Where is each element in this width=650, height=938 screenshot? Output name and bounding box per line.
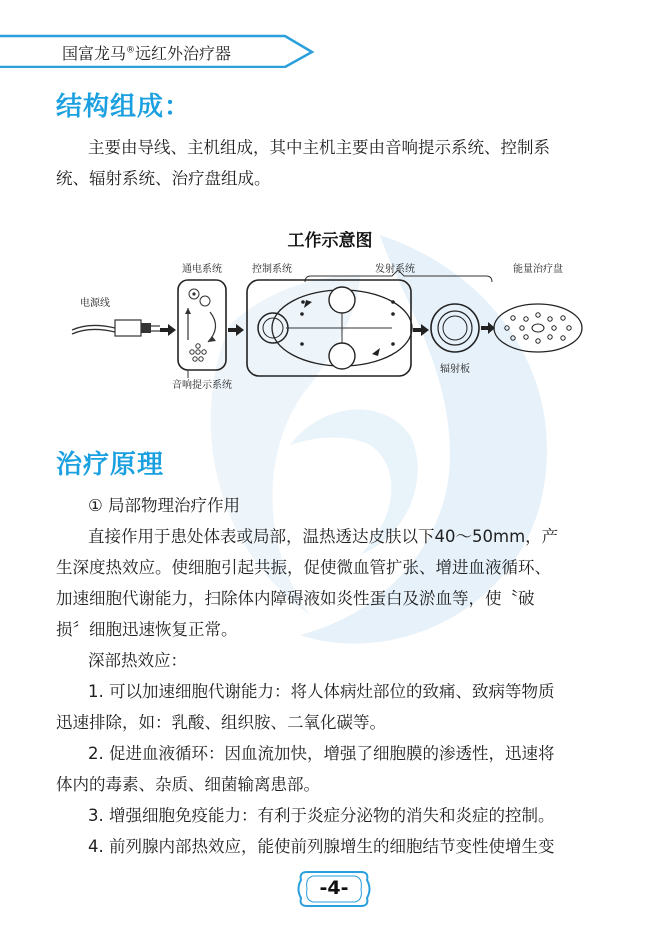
page-number: -4- [319,877,349,899]
page-number-badge [295,868,373,912]
paragraph-line: 4. 前列腺内部热效应，能使前列腺增生的细胞结节变性使增生变 [88,837,555,856]
header-title: 国富龙马®远红外治疗器 [62,44,232,63]
paragraph-line: 主要由导线、主机组成，其中主机主要由音响提示系统、控制系 [88,138,550,157]
radiation-plate [431,304,479,352]
section-heading-principle: 治疗原理 [56,450,165,480]
paragraph-line: 深部热效应： [88,651,187,670]
section-heading-structure: 结构组成： [56,92,192,122]
flow-arrow [481,322,495,334]
control-emission-box [247,280,412,376]
label-emission-system: 发射系统 [375,264,415,275]
paragraph-line: 加速细胞代谢能力，扫除体内障碍液如炎性蛋白及淤血等，使〝破 [56,589,535,608]
energy-treatment-disc [494,304,582,352]
label-control-system: 控制系统 [252,264,292,275]
subheading-local-therapy: ① 局部物理治疗作用 [88,496,241,515]
flow-arrow [228,324,244,336]
document-header [0,34,320,68]
label-power-cord: 电源线 [80,298,110,309]
label-sound-system: 音响提示系统 [172,380,232,391]
label-power-system: 通电系统 [182,264,222,275]
diagram-title: 工作示意图 [287,231,373,251]
paragraph-line: 1. 可以加速细胞代谢能力：将人体病灶部位的致痛、致病等物质 [88,682,555,701]
paragraph-line: 生深度热效应。使细胞引起共振，促使微血管扩张、增进血液循环、 [56,558,551,577]
paragraph-line: 直接作用于患处体表或局部，温热透达皮肤以下40～50mm，产 [88,527,559,546]
label-energy-disc: 能量治疗盘 [513,264,563,275]
label-radiation-plate: 辐射板 [440,364,470,375]
paragraph-line: 统、辐射系统、治疗盘组成。 [56,169,271,188]
power-system-box [178,280,226,378]
paragraph-line: 体内的毒素、杂质、细菌输离患部。 [56,775,320,794]
paragraph-line: 2. 促进血液循环：因血流加快，增强了细胞膜的渗透性，迅速将 [88,744,555,763]
flow-arrow [413,324,429,336]
paragraph-line: 损〞细胞迅速恢复正常。 [56,620,238,639]
paragraph-line: 迅速排除，如：乳酸、组织胺、二氧化碳等。 [56,713,386,732]
power-cord-plug [72,320,160,336]
registered-mark: ® [126,45,136,56]
flow-arrow [160,324,176,336]
paragraph-line: 3. 增强细胞免疫能力：有利于炎症分泌物的消失和炎症的控制。 [88,806,555,825]
working-diagram [60,222,600,402]
